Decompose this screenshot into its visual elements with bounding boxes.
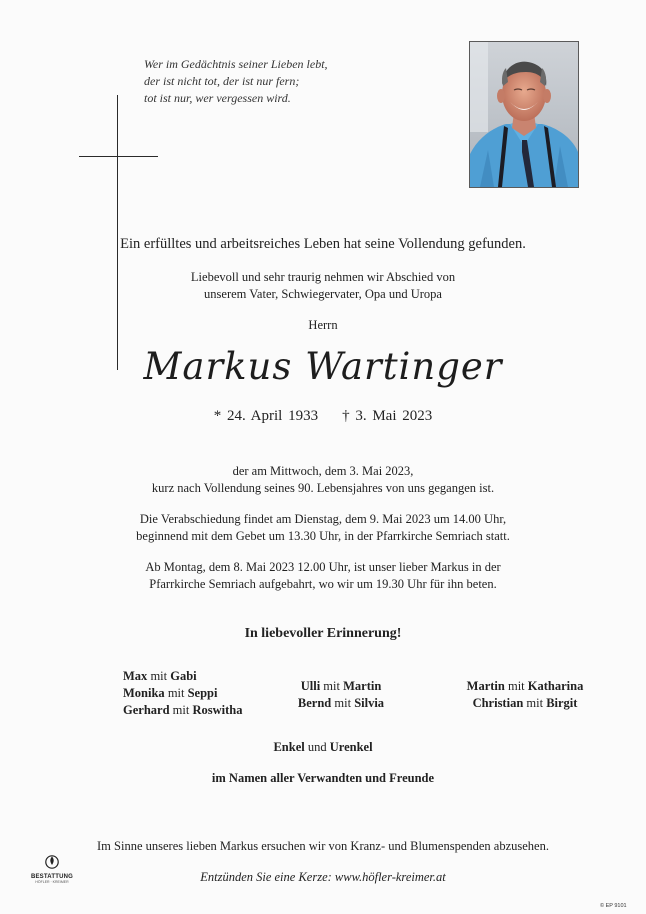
- family-member: Enkel: [273, 740, 305, 754]
- connector-word: mit: [323, 679, 340, 693]
- relatives-line: im Namen aller Verwandten und Freunde: [211, 771, 435, 785]
- birth-date: * 24. April 1933: [213, 408, 319, 424]
- family-column-middle: [278, 678, 404, 712]
- farewell-line: unserem Vater, Schwiegervater, Opa und Uropa: [204, 287, 442, 301]
- family-member: Urenkel: [329, 740, 373, 754]
- family-member: Gerhard: [123, 703, 170, 717]
- family-member: Martin: [343, 679, 382, 693]
- family-member: Christian: [472, 696, 524, 710]
- flame-icon: [44, 853, 60, 869]
- farewell-text: [0, 269, 646, 303]
- salutation: Herrn: [308, 318, 338, 332]
- family-pair: [278, 678, 404, 695]
- paragraph-line: beginnend mit dem Gebet um 13.30 Uhr, in der Pfarrkirche Semriach statt.: [136, 529, 510, 543]
- connector-word: mit: [526, 696, 544, 710]
- family-pair: [278, 695, 404, 712]
- family-member: Bernd: [297, 696, 332, 710]
- family-column-right: [440, 678, 610, 712]
- logo-title: BESTATTUNG: [30, 874, 74, 880]
- poem: [144, 56, 328, 107]
- family-member: Monika: [123, 686, 165, 700]
- family-pair: [123, 668, 242, 685]
- family-member: Martin: [466, 679, 505, 693]
- family-member: Roswitha: [192, 703, 243, 717]
- family-member: Max: [123, 669, 148, 683]
- logo-subtitle: HÖFLER · KREIMER: [35, 880, 69, 884]
- template-code: © EP 9101: [600, 903, 627, 909]
- paragraph-line: der am Mittwoch, dem 3. Mai 2023,: [232, 464, 414, 478]
- poem-line: Wer im Gedächtnis seiner Lieben lebt,: [144, 57, 328, 71]
- family-member: Birgit: [546, 696, 578, 710]
- lead-sentence: Ein erfülltes und arbeitsreiches Leben hat seine Vollendung gefunden.: [120, 236, 526, 252]
- poem-line: der ist nicht tot, der ist nur fern;: [144, 74, 300, 88]
- connector-word: mit: [172, 703, 190, 717]
- memory-heading: In liebevoller Erinnerung!: [244, 626, 402, 641]
- grandchildren-line: [0, 740, 646, 755]
- connector-word: mit: [334, 696, 352, 710]
- connector-word: mit: [150, 669, 168, 683]
- family-column-left: [123, 668, 242, 719]
- poem-line: tot ist nur, wer vergessen wird.: [144, 91, 291, 105]
- paragraph-line: Die Verabschiedung findet am Dienstag, dem 9. Mai 2023 um 14.00 Uhr,: [139, 512, 507, 526]
- family-pair: [440, 695, 610, 712]
- family-member: Katharina: [527, 679, 584, 693]
- family-member: Ulli: [300, 679, 321, 693]
- family-pair: [440, 678, 610, 695]
- family-member: Gabi: [170, 669, 197, 683]
- candle-website-note: Entzünden Sie eine Kerze: www.höfler-kreimer.at: [200, 870, 446, 884]
- family-pair: [123, 685, 242, 702]
- life-dates: [0, 408, 646, 425]
- paragraph-line: Ab Montag, dem 8. Mai 2023 12.00 Uhr, ist unser lieber Markus in der: [145, 560, 501, 574]
- death-notice-paragraph: [0, 463, 646, 497]
- connector-word: und: [307, 740, 327, 754]
- family-member: Seppi: [187, 686, 218, 700]
- funeral-home-logo: [28, 853, 76, 884]
- cross-horizontal-bar: [79, 156, 158, 157]
- death-date: † 3. Mai 2023: [342, 408, 433, 424]
- farewell-line: Liebevoll und sehr traurig nehmen wir Abschied von: [190, 270, 456, 284]
- family-member: Silvia: [354, 696, 385, 710]
- lying-in-state-paragraph: [0, 559, 646, 593]
- farewell-ceremony-paragraph: [0, 511, 646, 545]
- family-pair: [123, 702, 242, 719]
- deceased-name: Markus Wartinger: [143, 345, 503, 388]
- donation-note: Im Sinne unseres lieben Markus ersuchen wir von Kranz- und Blumenspenden abzusehen.: [97, 839, 549, 853]
- portrait-photo: [469, 41, 579, 188]
- connector-word: mit: [507, 679, 525, 693]
- connector-word: mit: [167, 686, 185, 700]
- portrait-illustration: [470, 42, 578, 187]
- paragraph-line: Pfarrkirche Semriach aufgebahrt, wo wir um 19.30 Uhr für ihn beten.: [149, 577, 497, 591]
- paragraph-line: kurz nach Vollendung seines 90. Lebensjahres von uns gegangen ist.: [151, 481, 495, 495]
